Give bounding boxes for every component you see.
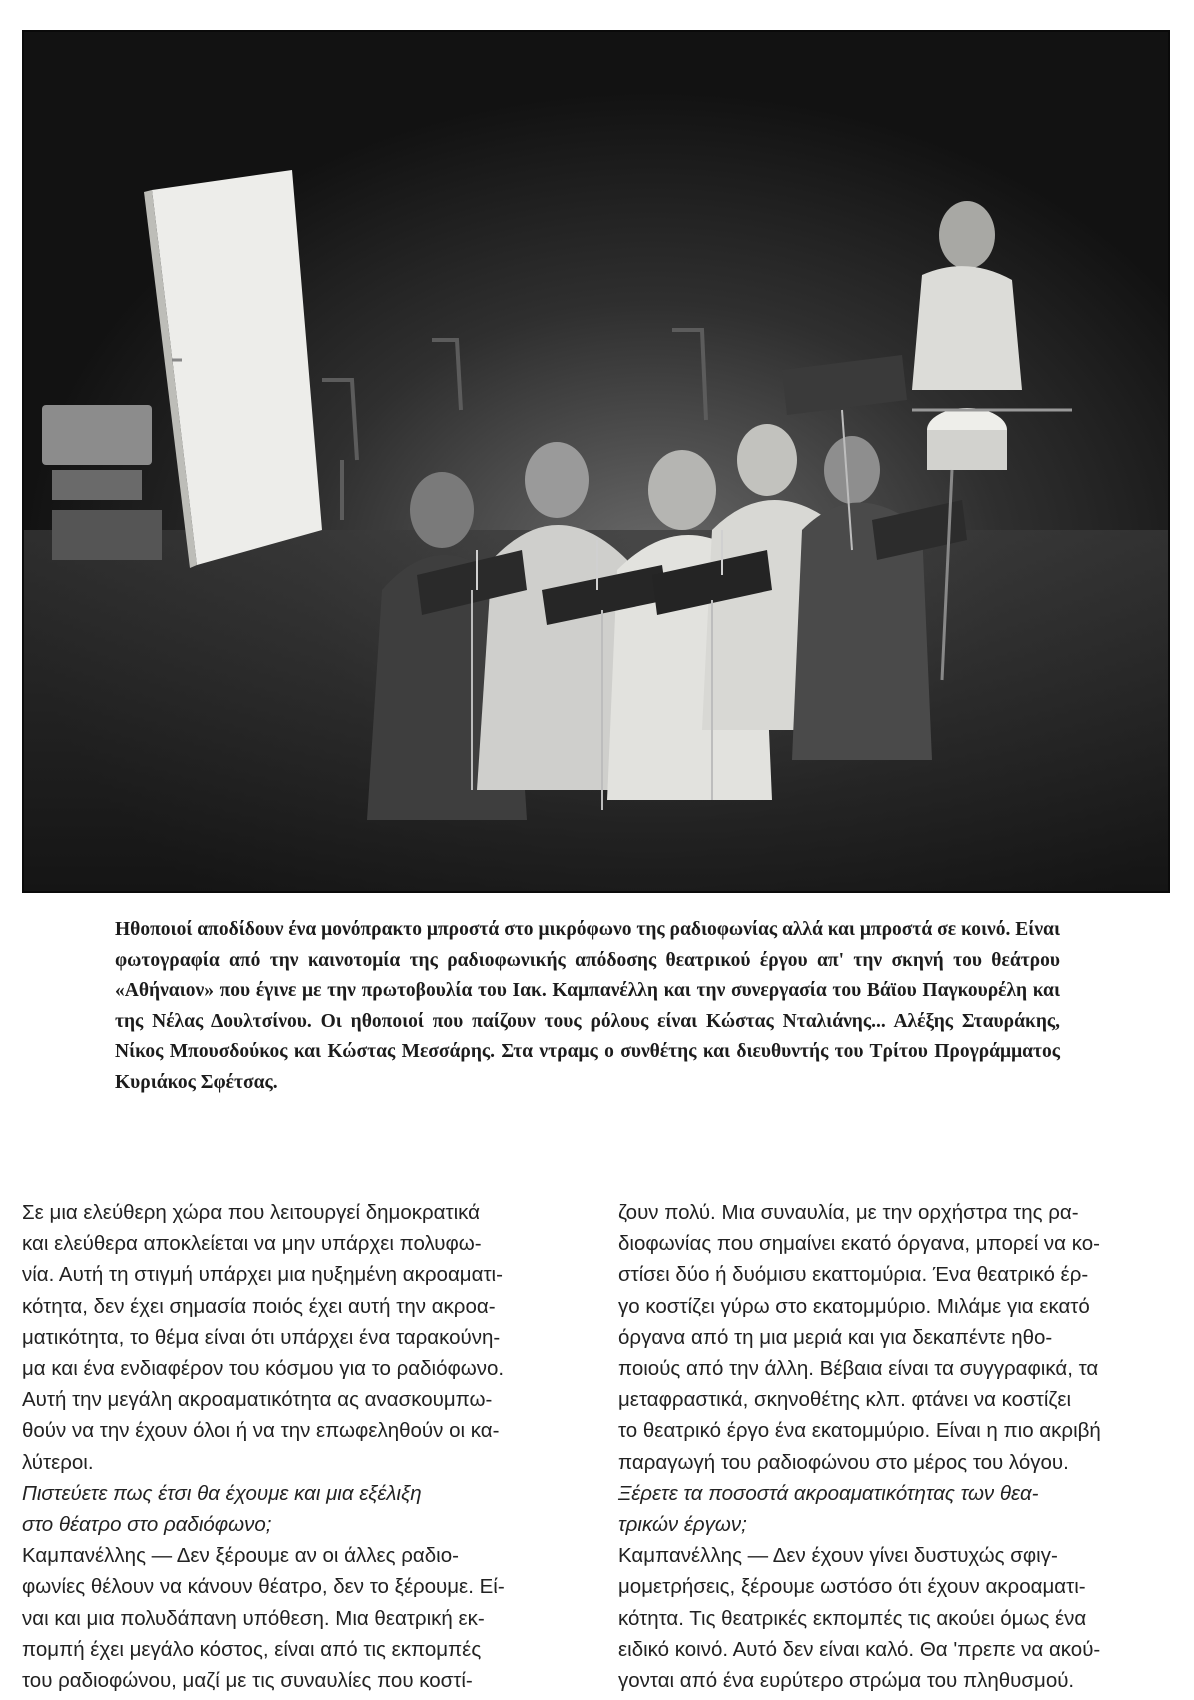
interview-question: Πιστεύετε πως έτσι θα έχουμε και μια εξέλιξη στο θέατρο στο ραδιόφωνο; — [22, 1481, 422, 1537]
article-column-left — [22, 1197, 572, 1696]
interview-question: Ξέρετε τα ποσοστά ακροαματικότητας των θεα- τρικών έργων; — [618, 1481, 1039, 1537]
paragraph: Σε μια ελεύθερη χώρα που λειτουργεί δημοκρατικά και ελεύθερα αποκλείεται να μην υπάρχει πολυφω- νία. Αυτή τη στιγμή υπάρχει μια ηυξημένη ακροαματι- κότητα, δεν έχει σημασία ποιός έχει αυτή την ακροα- ματικότητα, το θέμα είναι ότι υπάρχει ένα ταρακούνη- μα και ένα ενδιαφέρον του κόσμου για το ραδιόφωνο. Αυτή την μεγάλη ακροαματικότητα ας ανασκουμπω- θούν να την έχουν όλοι ή να την επωφεληθούν οι κα- λύτεροι. — [22, 1201, 505, 1474]
paragraph: ζουν πολύ. Μια συναυλία, με την ορχήστρα της ρα- διοφωνίας που σημαίνει εκατό όργανα, μπορεί να κο- στίσει δύο ή δυόμισυ εκαττομύρια. Ένα θεατρικό έρ- γο κοστίζει γύρω στο εκατομμύριο. Μιλάμε για εκατό όργανα από τη μια μεριά και για δεκαπέντε ηθο- ποιούς από την άλλη. Βέβαια είναι τα συγγραφικά, τα μεταφραστικά, σκηνοθέτης κλπ. φτάνει να κοστίζει το θεατρικό έργο ένα εκατομμύριο. Είναι η πιο ακριβή παραγωγή του ραδιοφώνου στο μέρος του λόγου. — [618, 1201, 1101, 1474]
interview-answer: Καμπανέλλης — Δεν ξέρουμε αν οι άλλες ραδιο- φωνίες θέλουν να κάνουν θέατρο, δεν το ξέρουμε. Εί- ναι και μια πολυδάπανη υπόθεση. Μια θεατρική εκ- πομπή έχει μεγάλο κόστος, είναι από τις εκπομπές του ραδιοφώνου, μαζί με τις συναυλίες που κοστί- — [22, 1544, 505, 1693]
article-column-right — [618, 1197, 1163, 1696]
photo-caption: Ηθοποιοί αποδίδουν ένα μονόπρακτο μπροστά στο μικρόφωνο της ραδιοφωνίας αλλά και μπροστά σε κοινό. Είναι φωτογραφία από την καινοτομία της ραδιοφωνικής απόδοσης θεατρικού έργου απ' την σκηνή του θεάτρου «Αθήναιον» που έγινε με την πρωτοβουλία του Ιακ. Καμπανέλλη και την συνεργασία του Βάϊου Παγκουρέλη και της Νέλας Δουλτσίνου. Οι ηθοποιοί που παίζουν τους ρόλους είναι Κώστας Νταλιάνης... Αλέξης Σταυράκης, Νίκος Μπουσδούκος και Κώστας Μεσσάρης. Στα ντραμς ο συνθέτης και διευθυντής του Τρίτου Προγράμματος Κυριάκος Σφέτσας. — [115, 919, 1060, 1093]
photo-illustration — [22, 30, 1170, 893]
interview-answer: Καμπανέλλης — Δεν έχουν γίνει δυστυχώς σφιγ- μομετρήσεις, ξέρουμε ωστόσο ότι έχουν ακροαματι- κότητα. Τις θεατρικές εκπομπές τις ακούει όμως ένα ειδικό κοινό. Αυτό δεν είναι καλό. Θα 'πρεπε να ακού- γονται από ένα ευρύτερο στρώμα του πληθυσμού. — [618, 1544, 1101, 1693]
stage-photo — [22, 30, 1170, 893]
